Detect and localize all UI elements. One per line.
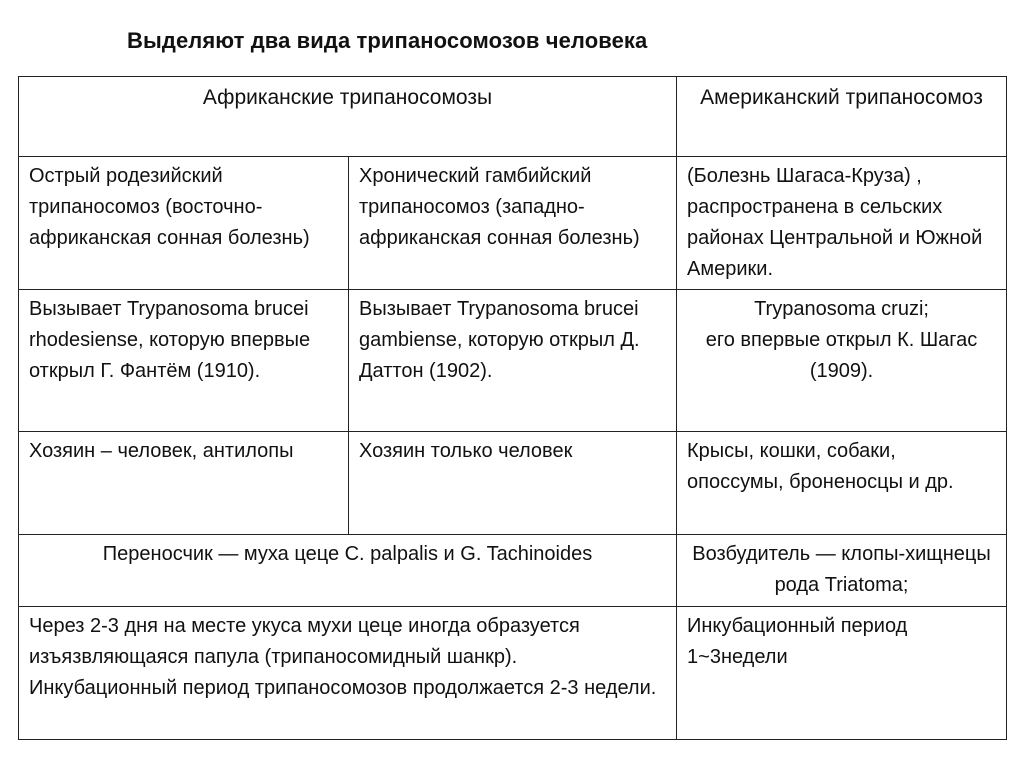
cell-rhodesian-form: Острый родезийский трипаносомоз (восточно-африканская сонная болезнь) [19,157,349,290]
table-header-row [19,77,1007,157]
cell-cruzi-pathogen: Trypanosoma cruzi; его впервые открыл К. Шагас (1909). [677,290,1007,432]
table-row [19,157,1007,290]
cell-american-incubation: Инкубационный период 1~3недели [677,607,1007,740]
trypanosomiasis-table [18,76,1007,740]
table-row [19,432,1007,535]
cell-gambian-form: Хронический гамбийский трипаносомоз (западно-африканская сонная болезнь) [349,157,677,290]
header-american: Американский трипаносомоз [677,77,1007,157]
page-title: Выделяют два вида трипаносомозов человека [127,28,648,53]
table-row [19,290,1007,432]
cell-gambian-host: Хозяин только человек [349,432,677,535]
table-row [19,535,1007,607]
cell-rhodesian-host: Хозяин – человек, антилопы [19,432,349,535]
cell-african-vector: Переносчик — муха цеце C. palpalis и G. Tachinoides [19,535,677,607]
cell-american-host: Крысы, кошки, собаки, опоссумы, броненосцы и др. [677,432,1007,535]
table-row [19,607,1007,740]
cell-american-vector: Возбудитель — клопы-хищнецы рода Triatoma; [677,535,1007,607]
header-african: Африканские трипаносомозы [19,77,677,157]
cell-african-incubation: Через 2-3 дня на месте укуса мухи цеце иногда образуется изъязвляющаяся папула (трипаносомидный шанкр). Инкубационный период трипаносомозов продолжается 2-3 недели. [19,607,677,740]
cell-chagas-disease: (Болезнь Шагаса-Круза) , распространена в сельских районах Центральной и Южной Америки. [677,157,1007,290]
cell-gambian-pathogen: Вызывает Trypanosoma brucei gambiense, которую открыл Д. Даттон (1902). [349,290,677,432]
cell-rhodesian-pathogen: Вызывает Trypanosoma brucei rhodesiense, которую впервые открыл Г. Фантём (1910). [19,290,349,432]
